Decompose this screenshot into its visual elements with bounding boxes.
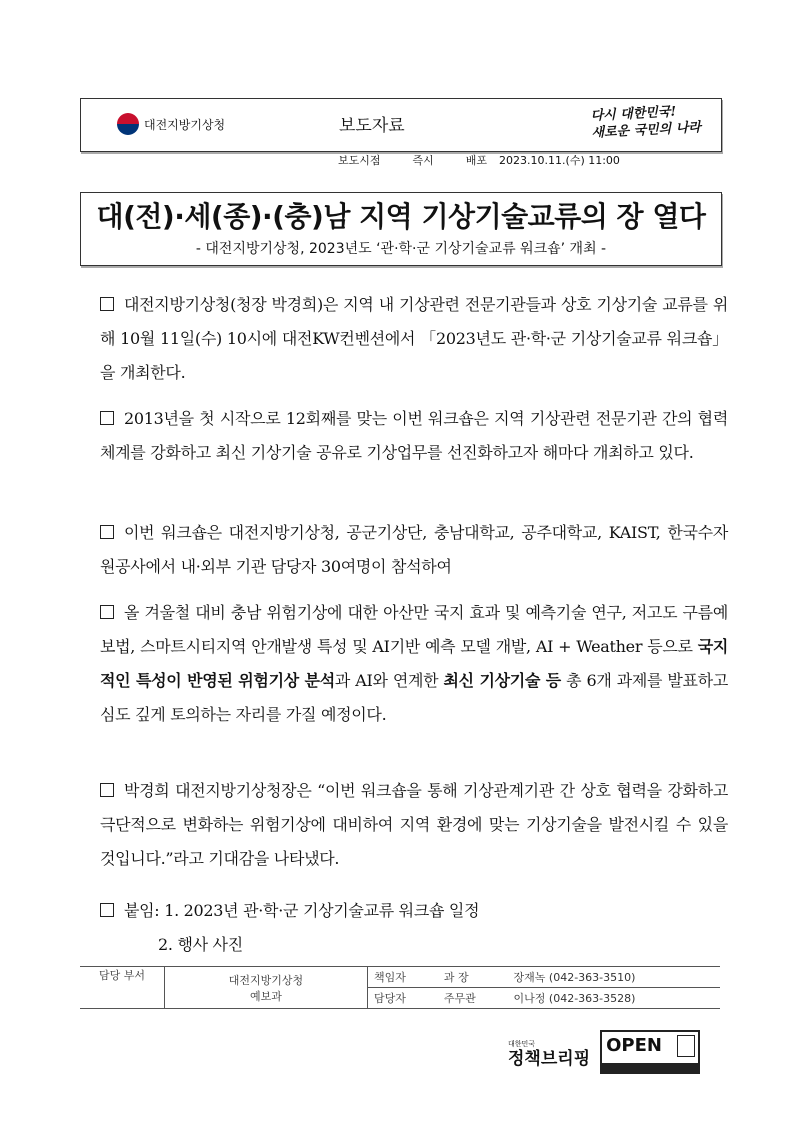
slogan-line: 다시 대한민국! <box>590 104 677 124</box>
attachments <box>100 894 728 962</box>
paragraph-text: 총 6개 과제를 발표하고 심도 깊게 토의하는 자리를 가질 예정이다. <box>100 671 728 724</box>
policy-briefing-logo <box>508 1037 590 1067</box>
person-icon <box>677 1035 695 1057</box>
distribution-label: 배포 <box>465 154 488 167</box>
paragraph-text: 과 AI와 연계한 <box>334 671 444 690</box>
dept-label: 담당 부서 <box>80 967 165 1009</box>
open-license-logo <box>600 1030 700 1074</box>
bold-text: 국지적인 특성이 반영된 위험기상 분석 <box>100 637 728 690</box>
paragraph <box>100 516 728 584</box>
subtitle: - 대전지방기상청, 2023년도 ‘관·학·군 기상기술교류 워크숍’ 개최 - <box>195 241 607 257</box>
paragraph <box>100 402 728 470</box>
paragraph <box>100 596 728 732</box>
release-info <box>338 152 652 168</box>
bold-text: 최신 기상기술 등 <box>443 671 561 690</box>
checkbox-square-icon <box>100 297 114 311</box>
brief-text: 정책브리핑 <box>508 1049 591 1069</box>
contact-role: 책임자 <box>368 967 438 988</box>
checkbox-square-icon <box>100 525 114 539</box>
paragraph-text: 대전지방기상청(청장 박경희)은 지역 내 기상관련 전문기관들과 상호 기상기술 교류를 위해 10월 11일(수) 10시에 대전KW컨벤션에서 「2023년도 관·학·군 기상기술교류 워크숍」을 개최한다. <box>100 295 728 382</box>
contact-person: 이나정 (042-363-3528) <box>508 988 720 1009</box>
paragraph-text: 올 겨울철 대비 충남 위험기상에 대한 아산만 국지 효과 및 예측기술 연구, 저고도 구름예보법, 스마트시티지역 안개발생 특성 및 AI기반 예측 모델 개발, AI + Weather 등으로 <box>100 603 728 656</box>
taegeuk-icon <box>117 113 139 135</box>
paragraph-text: 이번 워크숍은 대전지방기상청, 공군기상단, 충남대학교, 공주대학교, KAIST, 한국수자원공사에서 내·외부 기관 담당자 30여명이 참석하여 <box>100 523 728 576</box>
header-box <box>80 98 722 152</box>
checkbox-square-icon <box>100 903 114 917</box>
checkbox-square-icon <box>100 783 114 797</box>
contact-person: 장재녹 (042-363-3510) <box>508 967 720 988</box>
paragraph-text: 박경희 대전지방기상청장은 “이번 워크숍을 통해 기상관계기관 간 상호 협력을 강화하고 극단적으로 변화하는 위험기상에 대비하여 지역 환경에 맞는 기상기술을 발전시킬 수 있을 것입니다.”라고 기대감을 나타냈다. <box>100 781 728 868</box>
footer-logos <box>508 1030 700 1074</box>
slogan-line: 새로운 국민의 나라 <box>591 120 702 141</box>
open-text: OPEN <box>606 1035 662 1056</box>
slogan <box>591 102 702 142</box>
paragraph-text: 2013년을 첫 시작으로 12회째를 맞는 이번 워크숍은 지역 기상관련 전문기관 간의 협력체계를 강화하고 최신 기상기술 공유로 기상업무를 선진화하고자 해마다 개최하고 있다. <box>100 409 728 462</box>
attachment-item: 2. 행사 사진 <box>158 935 243 954</box>
distribution-value: 2023.10.11.(수) 11:00 <box>499 154 620 167</box>
release-time-label: 보도시점 <box>338 154 381 167</box>
attachment-item: 1. 2023년 관·학·군 기상기술교류 워크숍 일정 <box>164 901 480 920</box>
release-time-value: 즉시 <box>412 154 434 167</box>
paragraph <box>100 774 728 876</box>
attachments-label: 붙임: <box>124 901 160 920</box>
org-name: 대전지방기상청 <box>144 117 226 132</box>
page-title: 대(전)·세(종)·(충)남 지역 기상기술교류의 장 열다 <box>96 200 706 233</box>
contact-table <box>80 966 720 1009</box>
org-logo <box>117 113 225 135</box>
checkbox-square-icon <box>100 605 114 619</box>
contact-title: 주무관 <box>438 988 508 1009</box>
paragraph <box>100 288 728 390</box>
brief-small: 대한민국 <box>508 1040 536 1048</box>
contact-role: 담당자 <box>368 988 438 1009</box>
contact-title: 과 장 <box>438 967 508 988</box>
dept-name <box>165 967 368 1009</box>
checkbox-square-icon <box>100 411 114 425</box>
title-box <box>80 192 722 266</box>
doc-type: 보도자료 <box>339 116 405 136</box>
dept-line: 예보과 <box>250 989 282 1003</box>
dept-line: 대전지방기상청 <box>228 973 304 987</box>
